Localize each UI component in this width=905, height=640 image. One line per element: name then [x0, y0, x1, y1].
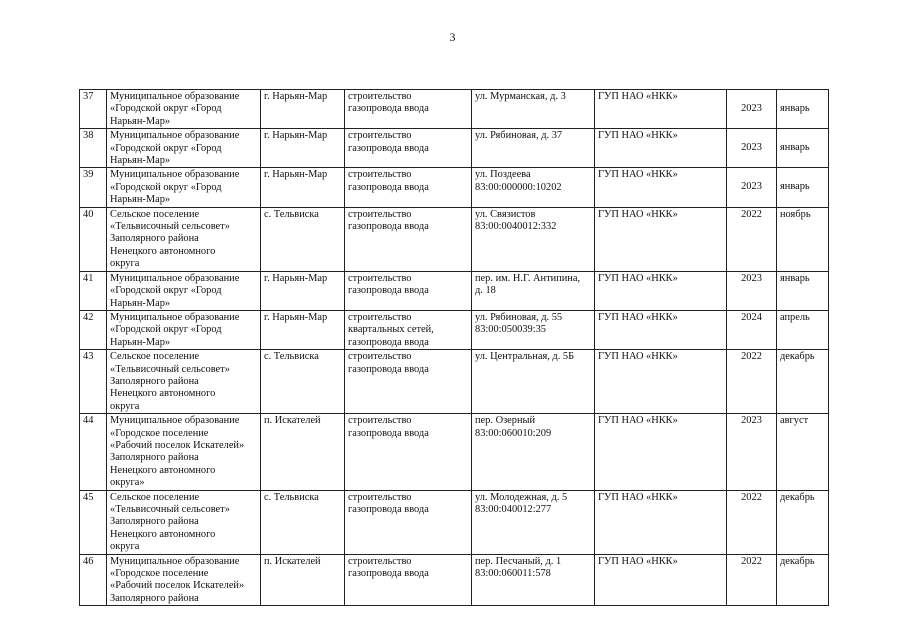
address-cell [472, 310, 595, 349]
row-number: 41 [80, 271, 107, 310]
year-cell: 2022 [727, 490, 777, 554]
row-number: 43 [80, 350, 107, 414]
month-cell: декабрь [777, 350, 829, 414]
address-text: ул. Рябиновая, д. 37 [475, 130, 563, 142]
address-cell [472, 350, 595, 414]
row-number: 40 [80, 207, 107, 271]
address-text: ул. Поздеева 83:00:000000:10202 [475, 169, 562, 193]
operator-cell: ГУП НАО «НКК» [595, 90, 727, 129]
month-cell: январь [777, 168, 829, 207]
municipality-cell [107, 271, 261, 310]
year-cell: 2022 [727, 554, 777, 606]
table-row [80, 414, 829, 490]
month-cell: январь [777, 129, 829, 168]
row-number: 44 [80, 414, 107, 490]
work-type-cell [345, 168, 472, 207]
table-row [80, 90, 829, 129]
operator-cell: ГУП НАО «НКК» [595, 350, 727, 414]
municipality-text: Муниципальное образование «Городской округ «Город Нарьян-Мар» [110, 311, 240, 348]
work-type-text: строительство газопровода ввода [348, 555, 429, 580]
settlement-cell: п. Искателей [261, 414, 345, 490]
settlement-cell: г. Нарьян-Мар [261, 168, 345, 207]
work-type-cell [345, 129, 472, 168]
municipality-text: Сельское поселение «Тельвисочный сельсовет» Заполярного района Ненецкого автономного округа [110, 491, 230, 553]
operator-cell: ГУП НАО «НКК» [595, 271, 727, 310]
year-cell: 2022 [727, 207, 777, 271]
settlement-cell: г. Нарьян-Мар [261, 310, 345, 349]
address-cell [472, 414, 595, 490]
work-type-text: строительство газопровода ввода [348, 272, 429, 297]
address-text: ул. Молодежная, д. 5 83:00:040012:277 [475, 491, 568, 515]
table-row [80, 554, 829, 606]
row-number: 37 [80, 90, 107, 129]
table-row [80, 271, 829, 310]
month-cell: декабрь [777, 490, 829, 554]
municipality-cell [107, 310, 261, 349]
work-type-cell [345, 350, 472, 414]
settlement-cell: г. Нарьян-Мар [261, 271, 345, 310]
table-row [80, 310, 829, 349]
settlement-cell: п. Искателей [261, 554, 345, 606]
address-text: пер. им. Н.Г. Антипина, д. 18 [475, 272, 581, 297]
settlement-cell: с. Тельвиска [261, 350, 345, 414]
municipality-cell [107, 168, 261, 207]
municipality-text: Сельское поселение «Тельвисочный сельсовет» Заполярного района Ненецкого автономного округа [110, 208, 230, 270]
table-row [80, 490, 829, 554]
municipality-cell [107, 90, 261, 129]
address-cell [472, 168, 595, 207]
work-type-cell [345, 414, 472, 490]
work-type-text: строительство газопровода ввода [348, 91, 429, 115]
municipality-cell [107, 490, 261, 554]
address-text: ул. Рябиновая, д. 55 83:00:050039:35 [475, 311, 563, 336]
operator-cell: ГУП НАО «НКК» [595, 310, 727, 349]
address-cell [472, 207, 595, 271]
table-body [80, 90, 829, 606]
address-text: ул. Связистов 83:00:0040012:332 [475, 208, 557, 233]
municipality-cell [107, 129, 261, 168]
work-type-cell [345, 554, 472, 606]
year-cell: 2023 [727, 414, 777, 490]
settlement-cell: с. Тельвиска [261, 490, 345, 554]
month-cell: ноябрь [777, 207, 829, 271]
work-type-cell [345, 207, 472, 271]
municipality-cell [107, 554, 261, 606]
settlement-cell: г. Нарьян-Мар [261, 129, 345, 168]
table-row [80, 350, 829, 414]
municipality-text: Муниципальное образование «Городской округ «Город Нарьян-Мар» [110, 91, 240, 127]
year-cell: 2022 [727, 350, 777, 414]
address-cell [472, 490, 595, 554]
year-cell: 2023 [727, 271, 777, 310]
address-text: пер. Озерный 83:00:060010:209 [475, 415, 552, 439]
municipality-text: Муниципальное образование «Городской округ «Город Нарьян-Мар» [110, 130, 240, 167]
work-type-text: строительство газопровода ввода [348, 351, 429, 375]
address-text: ул. Мурманская, д. 3 [475, 91, 566, 102]
municipality-text: Муниципальное образование «Городской округ «Город Нарьян-Мар» [110, 169, 240, 206]
municipality-text: Муниципальное образование «Городской округ «Город Нарьян-Мар» [110, 272, 240, 309]
municipality-text: Сельское поселение «Тельвисочный сельсовет» Заполярного района Ненецкого автономного округа [110, 351, 230, 412]
page-number: 3 [449, 30, 456, 44]
row-number: 39 [80, 168, 107, 207]
work-type-cell [345, 310, 472, 349]
work-type-text: строительство газопровода ввода [348, 415, 429, 439]
year-cell: 2023 [727, 129, 777, 168]
municipality-text: Муниципальное образование «Городское поселение «Рабочий поселок Искателей» Заполярного района Ненецкого автономного округа» [110, 415, 245, 489]
municipality-text: Муниципальное образование «Городское поселение «Рабочий поселок Искателей» Заполярного района [110, 555, 245, 604]
year-cell: 2024 [727, 310, 777, 349]
row-number: 38 [80, 129, 107, 168]
year-cell: 2023 [727, 90, 777, 129]
row-number: 46 [80, 554, 107, 606]
work-type-text: строительство газопровода ввода [348, 208, 429, 233]
address-cell [472, 90, 595, 129]
work-type-cell [345, 490, 472, 554]
operator-cell: ГУП НАО «НКК» [595, 129, 727, 168]
operator-cell: ГУП НАО «НКК» [595, 490, 727, 554]
table-row [80, 129, 829, 168]
settlement-cell: г. Нарьян-Мар [261, 90, 345, 129]
address-text: ул. Центральная, д. 5Б [475, 351, 575, 363]
month-cell: январь [777, 271, 829, 310]
work-type-text: строительство квартальных сетей, газопровода ввода [348, 311, 434, 348]
operator-cell: ГУП НАО «НКК» [595, 168, 727, 207]
table-row [80, 168, 829, 207]
work-type-text: строительство газопровода ввода [348, 491, 429, 515]
work-type-cell [345, 90, 472, 129]
settlement-cell: с. Тельвиска [261, 207, 345, 271]
work-type-cell [345, 271, 472, 310]
address-cell [472, 554, 595, 606]
operator-cell: ГУП НАО «НКК» [595, 414, 727, 490]
address-cell [472, 271, 595, 310]
municipality-cell [107, 207, 261, 271]
address-text: пер. Песчаный, д. 1 83:00:060011:578 [475, 555, 562, 580]
work-type-text: строительство газопровода ввода [348, 169, 429, 193]
municipality-cell [107, 414, 261, 490]
gasification-table [79, 89, 829, 606]
month-cell: август [777, 414, 829, 490]
work-type-text: строительство газопровода ввода [348, 130, 429, 154]
operator-cell: ГУП НАО «НКК» [595, 554, 727, 606]
address-cell [472, 129, 595, 168]
row-number: 45 [80, 490, 107, 554]
month-cell: январь [777, 90, 829, 129]
municipality-cell [107, 350, 261, 414]
month-cell: апрель [777, 310, 829, 349]
row-number: 42 [80, 310, 107, 349]
table-row [80, 207, 829, 271]
year-cell: 2023 [727, 168, 777, 207]
month-cell: декабрь [777, 554, 829, 606]
operator-cell: ГУП НАО «НКК» [595, 207, 727, 271]
